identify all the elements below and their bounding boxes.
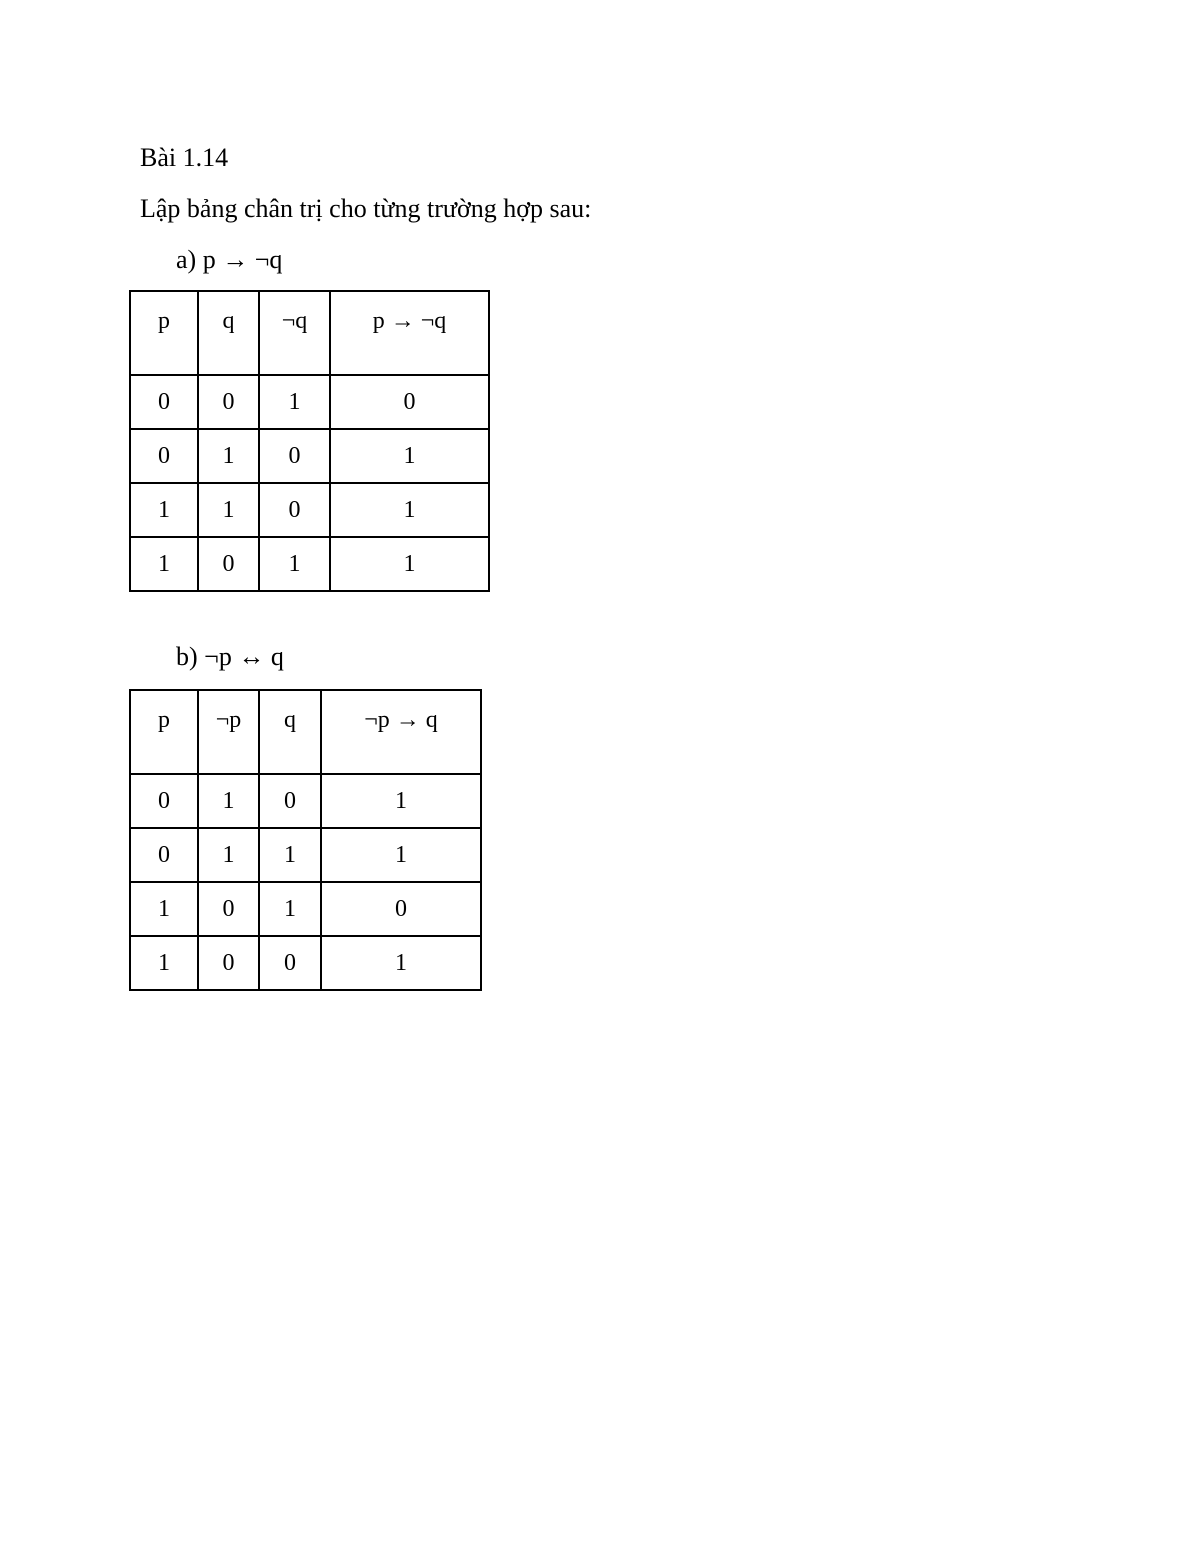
table-cell: 0 xyxy=(259,429,330,483)
table-cell: 0 xyxy=(130,429,198,483)
table-row xyxy=(130,375,489,429)
table-cell: 0 xyxy=(330,375,489,429)
table-header-row xyxy=(130,690,481,774)
table-cell: 1 xyxy=(259,375,330,429)
table-cell: 1 xyxy=(130,483,198,537)
table-cell: 0 xyxy=(130,375,198,429)
table-cell: 0 xyxy=(198,882,259,936)
table-cell: 1 xyxy=(198,774,259,828)
table-cell: 1 xyxy=(259,537,330,591)
header-cell: ¬p → q xyxy=(321,690,481,774)
table-cell: 0 xyxy=(259,774,321,828)
table-cell: 1 xyxy=(330,429,489,483)
header-cell: p xyxy=(130,690,198,774)
table-cell: 1 xyxy=(259,828,321,882)
header-cell: q xyxy=(259,690,321,774)
table-cell: 1 xyxy=(330,483,489,537)
table-row xyxy=(130,882,481,936)
table-cell: 0 xyxy=(321,882,481,936)
header-cell: p xyxy=(130,291,198,375)
table-row xyxy=(130,429,489,483)
exercise-title: Bài 1.14 xyxy=(140,143,229,172)
table-cell: 0 xyxy=(130,828,198,882)
table-cell: 1 xyxy=(130,537,198,591)
table-cell: 0 xyxy=(259,483,330,537)
table-cell: 1 xyxy=(198,483,259,537)
table-cell: 1 xyxy=(321,828,481,882)
table-cell: 1 xyxy=(198,429,259,483)
truth-table-b xyxy=(129,689,482,991)
table-row xyxy=(130,774,481,828)
header-cell: q xyxy=(198,291,259,375)
table-header-row xyxy=(130,291,489,375)
table-row xyxy=(130,936,481,990)
table-cell: 0 xyxy=(198,936,259,990)
table-cell: 1 xyxy=(321,936,481,990)
header-cell: p → ¬q xyxy=(330,291,489,375)
table-cell: 1 xyxy=(330,537,489,591)
table-cell: 1 xyxy=(130,936,198,990)
part-a-label: a) p → ¬q xyxy=(176,245,283,274)
table-cell: 1 xyxy=(198,828,259,882)
table-cell: 1 xyxy=(321,774,481,828)
table-cell: 0 xyxy=(198,375,259,429)
table-cell: 1 xyxy=(130,882,198,936)
exercise-instruction: Lập bảng chân trị cho từng trường hợp sau: xyxy=(140,194,592,223)
table-cell: 0 xyxy=(130,774,198,828)
table-row xyxy=(130,483,489,537)
part-b-label: b) ¬p ↔ q xyxy=(176,642,284,671)
table-row xyxy=(130,537,489,591)
truth-table-a xyxy=(129,290,490,592)
table-cell: 0 xyxy=(198,537,259,591)
table-cell: 1 xyxy=(259,882,321,936)
header-cell: ¬p xyxy=(198,690,259,774)
table-cell: 0 xyxy=(259,936,321,990)
header-cell: ¬q xyxy=(259,291,330,375)
table-row xyxy=(130,828,481,882)
